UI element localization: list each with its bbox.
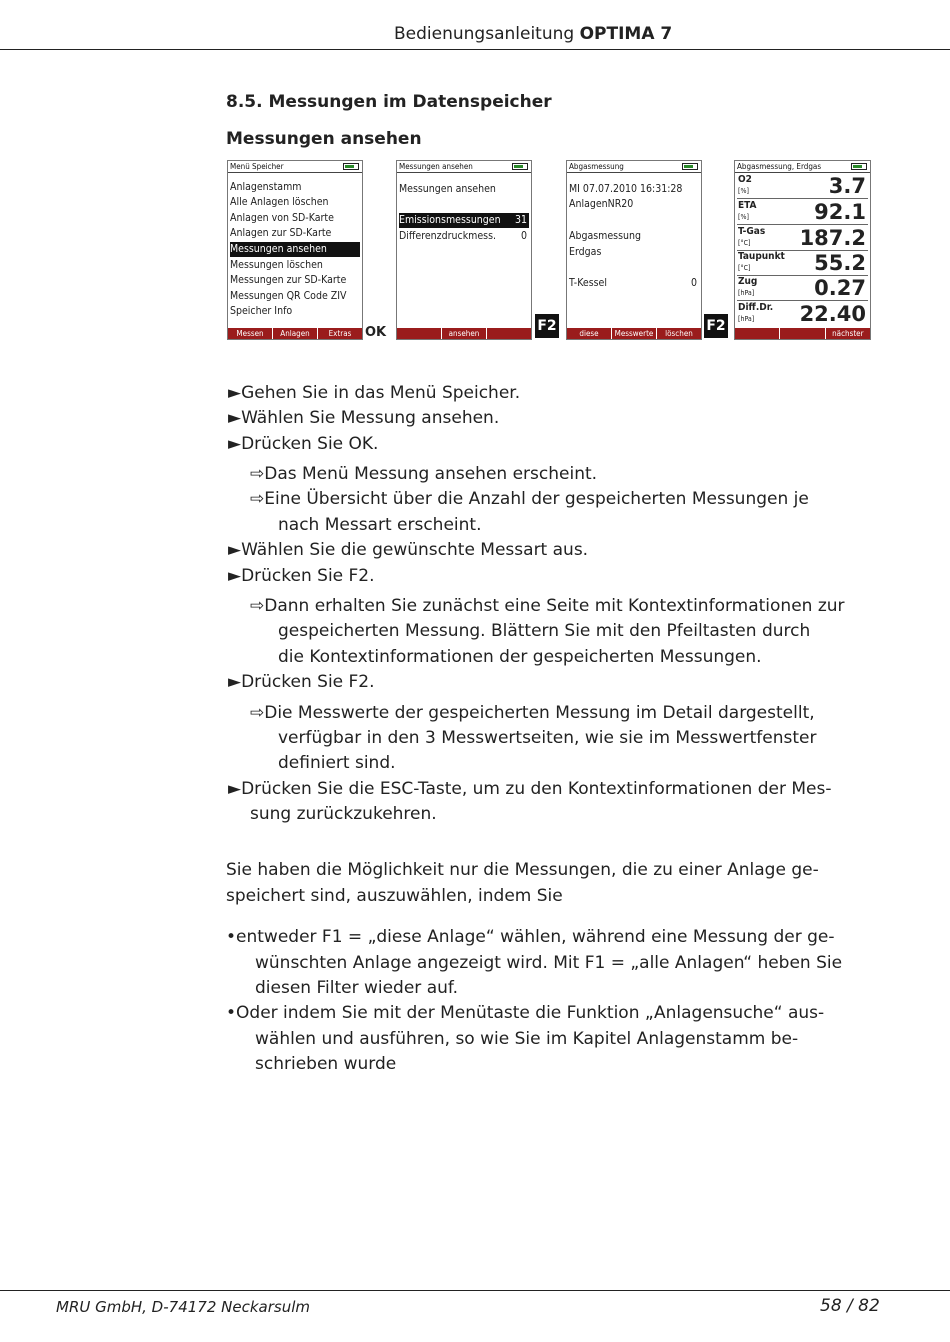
menu-item: Speicher Info xyxy=(230,305,293,317)
footer-page-number: 58 / 82 xyxy=(820,1296,880,1316)
overview-screen-titlebar xyxy=(397,161,531,173)
battery-icon xyxy=(512,163,528,170)
page-header xyxy=(0,24,950,50)
values-screen-titlebar xyxy=(735,161,870,173)
value-unit: [°C] xyxy=(738,264,751,272)
result-line: ⇨Die Messwerte der gespeicherten Messung im Detail dargestellt, xyxy=(250,703,815,723)
menu-item: Anlagen von SD-Karte xyxy=(230,212,334,224)
menu-screen-titlebar xyxy=(228,161,362,173)
value-number: 0.27 xyxy=(814,276,866,300)
result-line: ⇨Das Menü Messung ansehen erscheint. xyxy=(250,464,598,484)
step-line: ►Drücken Sie OK. xyxy=(228,434,379,454)
result-line: ⇨Dann erhalten Sie zunächst eine Seite mit Kontextinformationen zur xyxy=(250,596,845,616)
softkey-label: löschen xyxy=(665,329,693,338)
context-plant: AnlagenNR20 xyxy=(569,198,634,210)
context-fuel: Erdgas xyxy=(569,246,602,258)
value-unit: [hPa] xyxy=(738,315,755,323)
value-unit: [°C] xyxy=(738,239,751,247)
step-line: sung zurückzukehren. xyxy=(250,804,437,824)
value-number: 55.2 xyxy=(814,251,866,275)
menu-item: Messungen zur SD-Karte xyxy=(230,274,347,286)
value-row xyxy=(737,251,868,276)
value-number: 22.40 xyxy=(799,302,866,326)
value-unit: [hPa] xyxy=(738,289,755,297)
value-name: Diff.Dr. xyxy=(738,302,774,313)
subsection-title: Messungen ansehen xyxy=(226,129,422,149)
step-line: ►Drücken Sie die ESC-Taste, um zu den Kontextinformationen der Mes- xyxy=(228,779,832,799)
battery-icon xyxy=(851,163,867,170)
value-row xyxy=(737,302,868,327)
bullet-line: •entweder F1 = „diese Anlage“ wählen, während eine Messung der ge- xyxy=(226,927,835,947)
values-screen-footer xyxy=(735,328,870,339)
result-line: ⇨Eine Übersicht über die Anzahl der gespeicherten Messungen je xyxy=(250,489,809,509)
softkey-label: Messen xyxy=(228,328,273,339)
softkey-label xyxy=(735,328,780,339)
value-row xyxy=(737,200,868,225)
overview-row-count: 0 xyxy=(520,230,527,242)
context-kessel-value: 0 xyxy=(690,277,697,289)
value-name: O2 xyxy=(738,174,752,185)
value-number: 92.1 xyxy=(814,200,866,224)
value-name: T-Gas xyxy=(738,226,766,237)
menu-screen-title: Menü Speicher xyxy=(230,162,284,171)
step-line: ►Gehen Sie in das Menü Speicher. xyxy=(228,383,521,403)
bullet-line: •Oder indem Sie mit der Menütaste die Funktion „Anlagensuche“ aus- xyxy=(226,1003,825,1023)
f2-key-icon: F2 xyxy=(704,314,728,338)
menu-item: Messungen löschen xyxy=(230,259,323,271)
menu-screen xyxy=(227,160,363,340)
section-title: 8.5. Messungen im Datenspeicher xyxy=(226,92,552,112)
softkey-label: ansehen xyxy=(442,328,487,339)
value-name: Taupunkt xyxy=(738,251,785,262)
value-unit: [%] xyxy=(738,187,749,195)
menu-screen-footer xyxy=(228,328,362,339)
menu-item: Anlagenstamm xyxy=(230,181,302,193)
battery-icon xyxy=(682,163,698,170)
bullet-line: schrieben wurde xyxy=(255,1054,397,1074)
softkey-label xyxy=(397,328,442,339)
value-unit: [%] xyxy=(738,213,749,221)
overview-row-label: Emissionsmessungen xyxy=(399,214,501,226)
paragraph-line: speichert sind, auszuwählen, indem Sie xyxy=(226,886,563,906)
values-screen xyxy=(734,160,871,340)
value-row xyxy=(737,226,868,251)
softkey-label: Messwerte xyxy=(612,328,657,339)
overview-row-selected xyxy=(399,213,529,228)
menu-item: Messungen QR Code ZIV xyxy=(230,290,347,302)
result-line: verfügbar in den 3 Messwertseiten, wie sie im Messwertfenster xyxy=(278,728,817,748)
context-datetime: MI 07.07.2010 16:31:28 xyxy=(569,183,683,195)
overview-heading: Messungen ansehen xyxy=(399,183,496,195)
footer-company: MRU GmbH, D-74172 Neckarsulm xyxy=(56,1298,310,1316)
result-line: definiert sind. xyxy=(278,753,396,773)
step-line: ►Drücken Sie F2. xyxy=(228,566,375,586)
menu-item: Anlagen zur SD-Karte xyxy=(230,227,332,239)
context-type: Abgasmessung xyxy=(569,230,642,242)
overview-row-label: Differenzdruckmess. xyxy=(399,230,497,242)
result-line: die Kontextinformationen der gespeicherten Messungen. xyxy=(278,647,762,667)
f2-key-icon: F2 xyxy=(535,314,559,338)
overview-screen-title: Messungen ansehen xyxy=(399,162,473,171)
header-product: OPTIMA 7 xyxy=(579,24,673,44)
softkey-label: Anlagen xyxy=(273,328,318,339)
header-title xyxy=(394,24,672,44)
step-line: ►Drücken Sie F2. xyxy=(228,672,375,692)
result-line: nach Messart erscheint. xyxy=(278,515,482,535)
softkey-label: Extras xyxy=(328,329,352,338)
context-screen-titlebar xyxy=(567,161,701,173)
step-line: ►Wählen Sie Messung ansehen. xyxy=(228,408,500,428)
step-line: ►Wählen Sie die gewünschte Messart aus. xyxy=(228,540,589,560)
overview-screen-footer xyxy=(397,328,531,339)
context-kessel-row xyxy=(569,276,699,291)
context-screen xyxy=(566,160,702,349)
battery-icon xyxy=(343,163,359,170)
result-line: gespeicherten Messung. Blättern Sie mit den Pfeiltasten durch xyxy=(278,621,811,641)
paragraph-line: Sie haben die Möglichkeit nur die Messungen, die zu einer Anlage ge- xyxy=(226,860,819,880)
bullet-line: diesen Filter wieder auf. xyxy=(255,978,459,998)
context-screen-title: Abgasmessung xyxy=(569,162,624,171)
bullet-line: wünschten Anlage angezeigt wird. Mit F1 = „alle Anlagen“ heben Sie xyxy=(255,953,843,973)
value-row xyxy=(737,276,868,301)
menu-item: Alle Anlagen löschen xyxy=(230,196,329,208)
value-name: Zug xyxy=(738,276,758,287)
overview-row-count: 31 xyxy=(514,214,527,226)
menu-item-selected: Messungen ansehen xyxy=(230,242,360,257)
header-prefix: Bedienungsanleitung xyxy=(394,24,575,44)
overview-row xyxy=(399,229,529,244)
value-number: 187.2 xyxy=(799,226,866,250)
bullet-line: wählen und ausführen, so wie Sie im Kapitel Anlagenstamm be- xyxy=(255,1029,799,1049)
page-footer-rule xyxy=(0,1290,950,1291)
softkey-label xyxy=(780,328,825,339)
softkey-label: diese Anlage xyxy=(567,328,612,339)
overview-screen xyxy=(396,160,532,340)
context-kessel-label: T-Kessel xyxy=(569,277,607,289)
softkey-label: nächster xyxy=(832,329,864,338)
context-screen-footer xyxy=(567,328,701,349)
value-row xyxy=(737,174,868,199)
softkey-label xyxy=(487,328,531,339)
ok-key-label: OK xyxy=(365,325,387,340)
values-screen-title: Abgasmessung, Erdgas xyxy=(737,162,822,171)
value-number: 3.7 xyxy=(828,174,866,198)
value-name: ETA xyxy=(738,200,757,211)
